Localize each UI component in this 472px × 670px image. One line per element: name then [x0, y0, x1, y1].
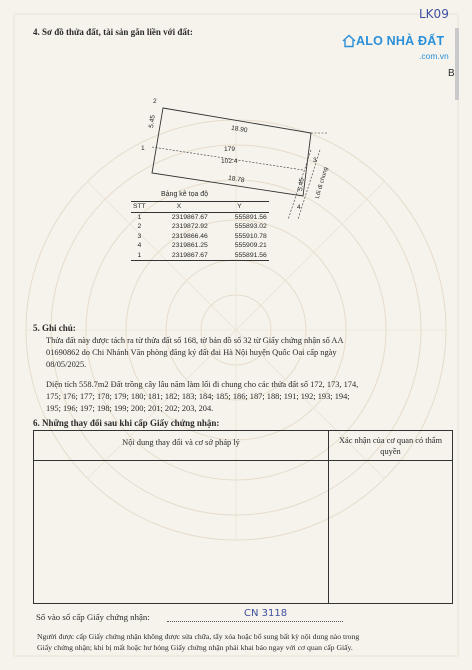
- coord-stt: 1: [131, 251, 148, 261]
- coord-table-title: Bảng kê tọa độ: [161, 191, 209, 198]
- table-row: [131, 251, 269, 261]
- coord-x: 2319861.25: [171, 242, 208, 250]
- note-line: Diện tích 558.7m2 Đất trồng cây lâu năm làm lối đi chung cho các thửa đất số 172, 173, 174,: [46, 380, 359, 389]
- changes-col1-header: Nội dung thay đổi và cơ sở pháp lý: [122, 438, 240, 447]
- coord-x: 2319867.67: [148, 251, 210, 261]
- binder-edge: [455, 28, 459, 100]
- coord-x: 2319872.92: [171, 223, 208, 231]
- coord-y: 555893.02: [234, 223, 267, 231]
- watermark-logo: [356, 32, 444, 50]
- note-line: 01690862 do Chi Nhánh Văn phòng đăng ký đất đai Hà Nội huyện Quốc Oai cấp ngày: [46, 348, 337, 357]
- corner-handwritten-code: LK09: [419, 7, 449, 21]
- coord-table-header: [131, 202, 269, 213]
- watermark-domain: .com.vn: [419, 51, 449, 61]
- coord-y: 555909.21: [234, 242, 267, 250]
- issue-number-handwritten: CN 3118: [244, 608, 288, 619]
- issue-number-label: Số vào sổ cấp Giấy chứng nhận:: [36, 612, 150, 622]
- coord-stt: 1: [137, 213, 142, 221]
- vertex-4-label: 4: [297, 204, 301, 211]
- coord-x: 2319867.67: [171, 213, 208, 221]
- coord-stt: 3: [137, 232, 142, 240]
- edge-left-length: 5.45: [148, 114, 157, 129]
- changes-col2-header: Xác nhận của cơ quan có thẩm quyền: [338, 436, 443, 456]
- section4-title: 4. Sơ đồ thửa đất, tài sản gắn liền với đất:: [33, 27, 193, 37]
- note-line: 08/05/2025.: [46, 360, 87, 369]
- parcel-area: 102.4: [221, 158, 238, 165]
- coord-stt: 4: [137, 242, 142, 250]
- table-row: [131, 222, 269, 232]
- changes-table: [33, 430, 453, 604]
- road-label: Lối đi chung: [314, 166, 330, 200]
- coord-table: [131, 201, 269, 261]
- note-line: Thửa đất này được tách ra từ thửa đất số 168, tờ bản đồ số 32 từ Giấy chứng nhận số AA: [46, 336, 344, 345]
- coord-stt: 2: [137, 223, 142, 231]
- note-line: 195; 196; 197; 198; 199; 200; 201; 202; 203, 204.: [46, 404, 214, 413]
- issue-number-line: [167, 621, 343, 622]
- edge-right-length: 5.45: [297, 177, 306, 192]
- table-row: [131, 212, 269, 222]
- side-tab-letter: B: [448, 68, 455, 79]
- edge-bottom-length: 18.78: [227, 174, 245, 185]
- section6-title: 6. Những thay đổi sau khi cấp Giấy chứng nhận:: [33, 418, 220, 428]
- parcel-number: 179: [224, 146, 236, 153]
- table-row: [131, 232, 269, 242]
- edge-top-length: 18.90: [230, 124, 248, 135]
- vertex-2-label: 2: [153, 98, 157, 105]
- house-icon: [342, 34, 356, 48]
- coord-y: 555910.78: [234, 232, 267, 240]
- vertex-3-label: 3: [313, 157, 317, 164]
- footer-note-line: Người được cấp Giấy chứng nhận không được sửa chữa, tẩy xóa hoặc bổ sung bất kỳ nội dung nào trong: [37, 632, 360, 641]
- coord-header-stt: STT: [133, 203, 146, 211]
- coord-y: 555891.56: [210, 251, 269, 261]
- watermark-brand: ALO NHÀ ĐẤT: [356, 34, 445, 48]
- section5-title: 5. Ghi chú:: [33, 323, 76, 333]
- coord-header-x: X: [148, 202, 210, 213]
- changes-table-header-rule: [34, 460, 452, 461]
- coord-header-y: Y: [210, 202, 269, 213]
- coord-y: 555891.56: [234, 213, 267, 221]
- footer-note-line: Giấy chứng nhận; khi bị mất hoặc hư hỏng Giấy chứng nhận phải khai báo ngay với cơ quan cấp Giấy.: [37, 643, 353, 652]
- table-row: [131, 241, 269, 251]
- vertex-1-label: 1: [141, 145, 145, 152]
- coord-x: 2319866.46: [171, 232, 208, 240]
- note-line: 175; 176; 177; 178; 179; 180; 181; 182; 183; 184; 185; 186; 187; 188; 191; 192; 193; 194;: [46, 392, 350, 401]
